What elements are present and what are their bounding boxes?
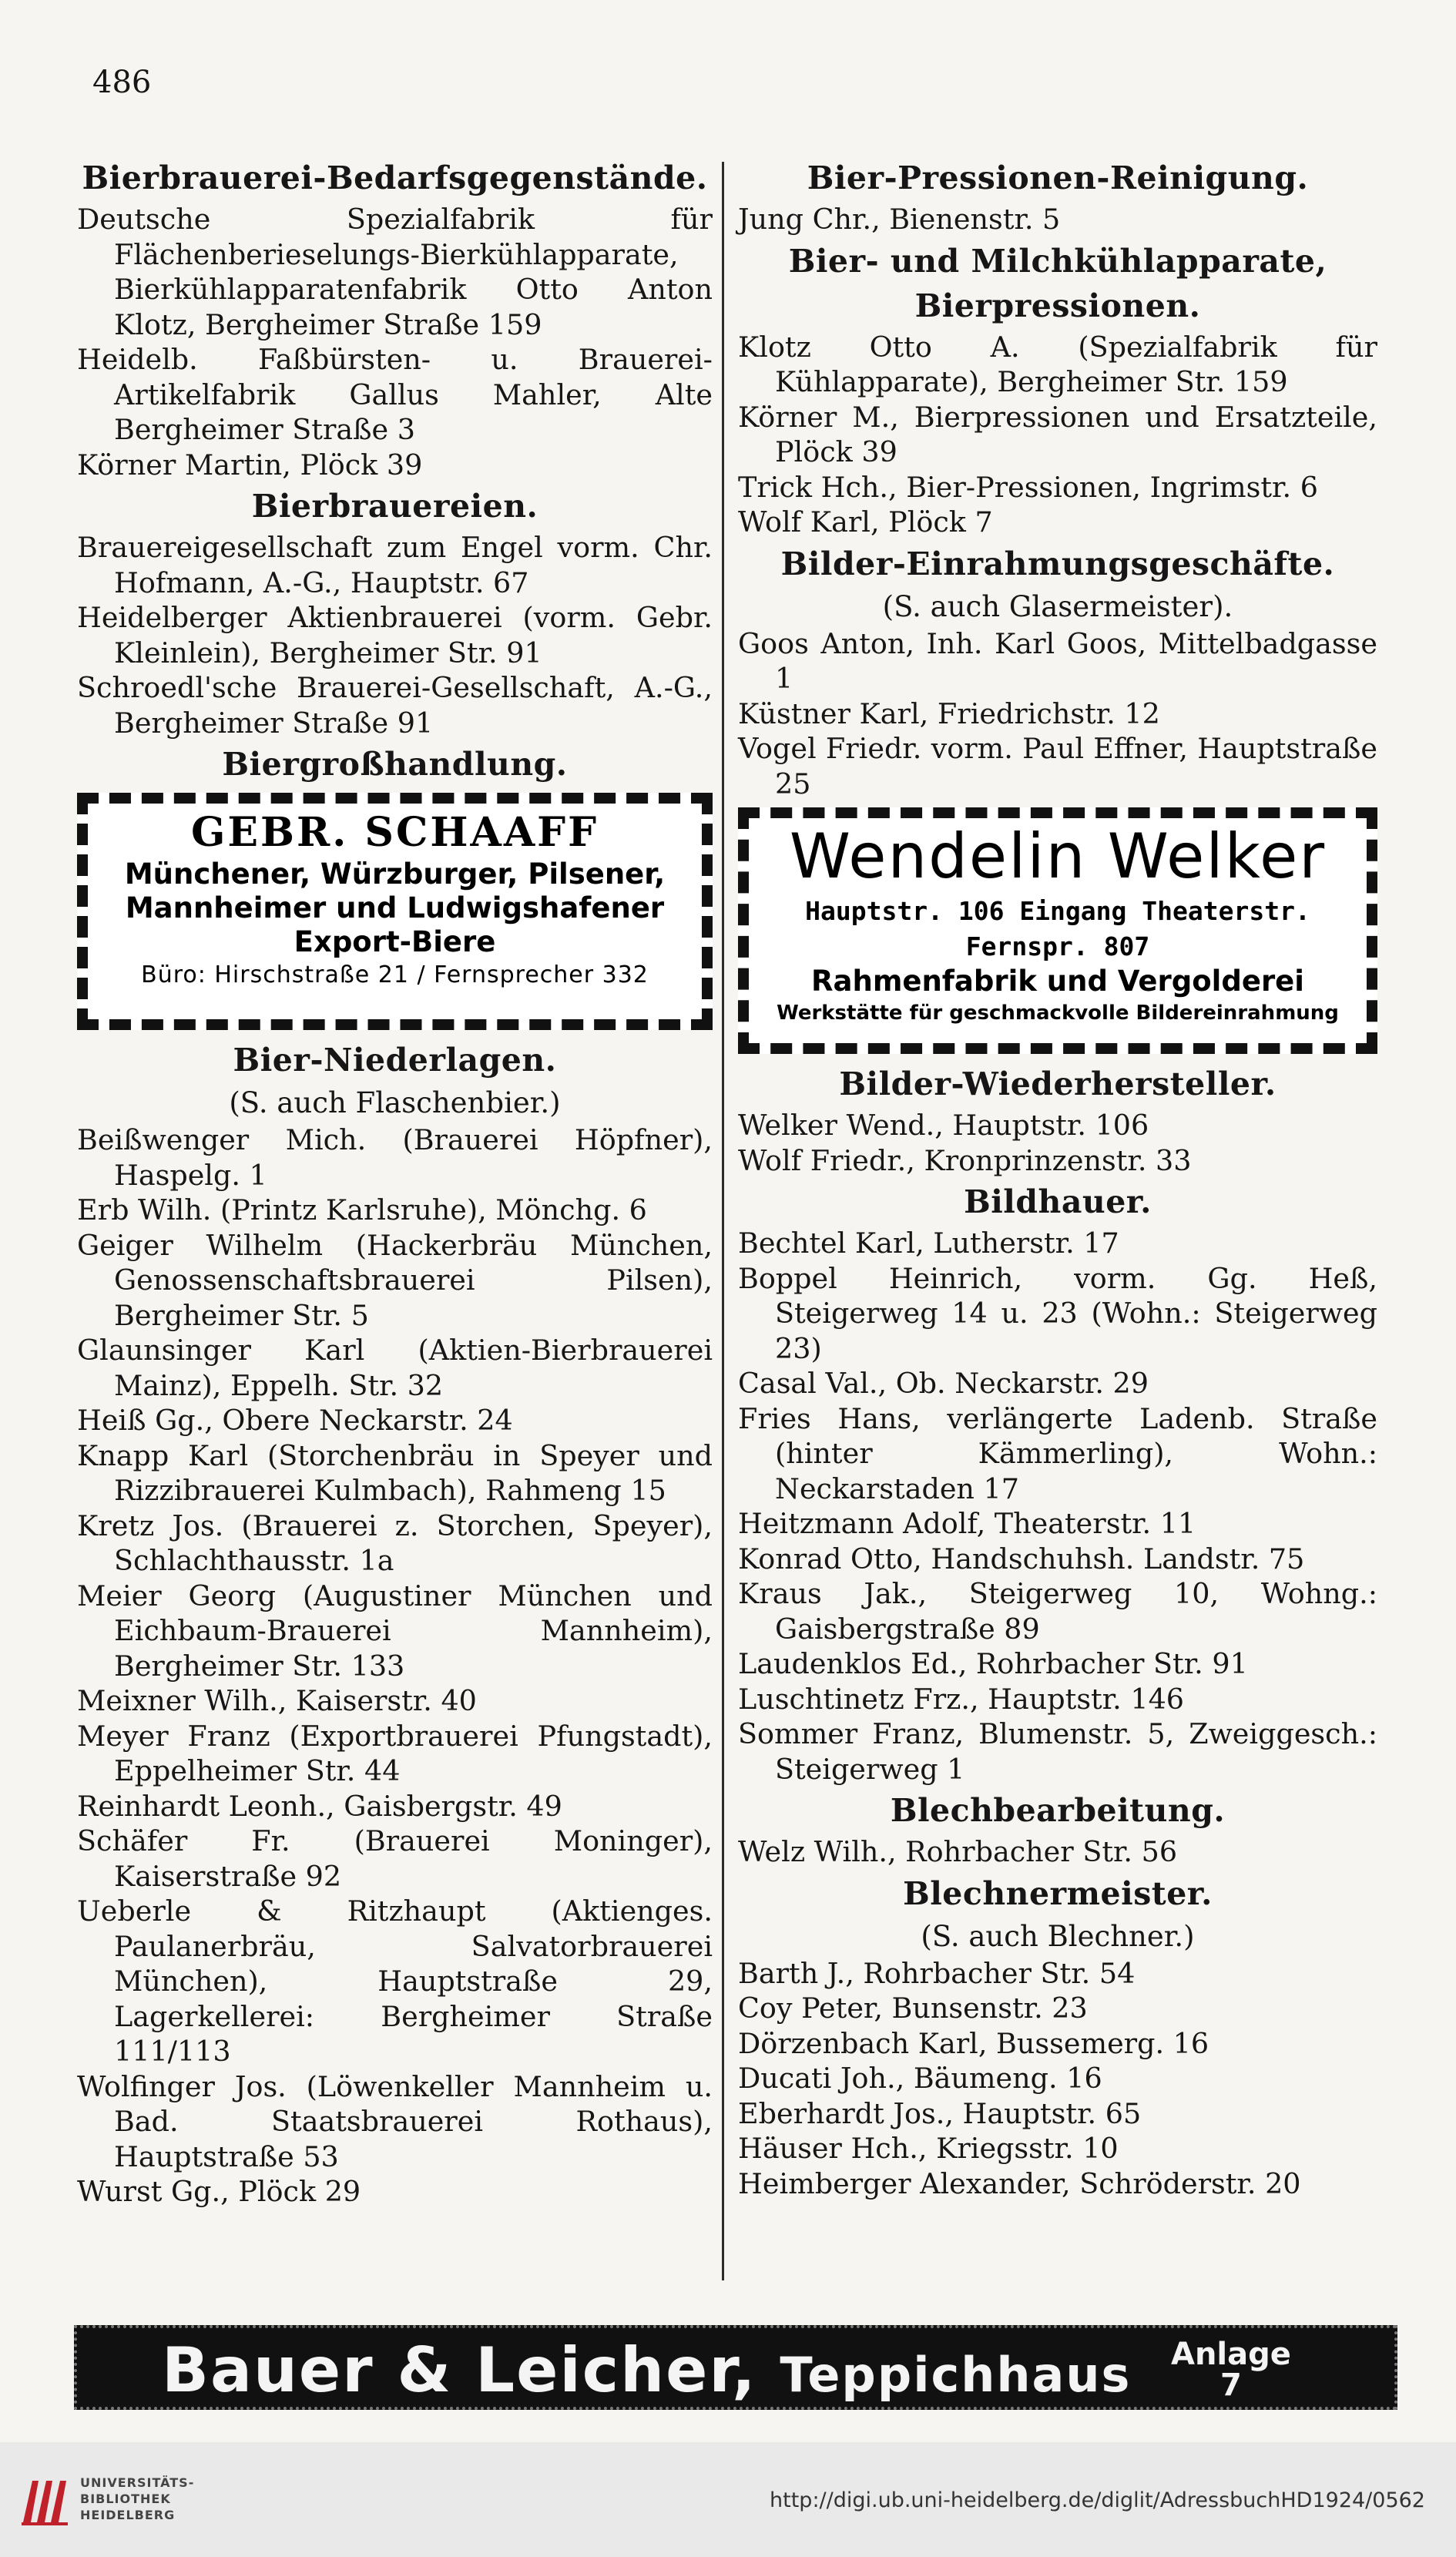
directory-entry: Coy Peter, Bunsenstr. 23 — [738, 1992, 1088, 2025]
directory-entry: Meyer Franz (Exportbrauerei Pfungstadt), Eppelheimer Str. 44 — [77, 1719, 713, 1787]
section-title: Bildhauer. — [964, 1183, 1152, 1220]
directory-entry: Barth J., Rohrbacher Str. 54 — [738, 1956, 1136, 1990]
directory-entry: Welz Wilh., Rohrbacher Str. 56 — [738, 1835, 1178, 1868]
directory-entry: Wolf Karl, Plöck 7 — [738, 505, 993, 539]
section-note: (S. auch Flaschenbier.) — [229, 1086, 561, 1119]
directory-entry: Welker Wend., Hauptstr. 106 — [738, 1109, 1149, 1142]
section-title: Bier-Pressionen-Reinigung. — [807, 159, 1309, 196]
directory-entry: Boppel Heinrich, vorm. Gg. Heß, Steigerweg 14 u. 23 (Wohn.: Steigerweg 23) — [738, 1261, 1377, 1365]
ad-company-name: Wendelin Welker — [789, 820, 1327, 892]
section-note: (S. auch Glasermeister). — [882, 589, 1233, 623]
ad-address: Hauptstr. 106 Eingang Theaterstr. Fernspr. 807 — [805, 896, 1310, 961]
directory-entry: Meier Georg (Augustiner München und Eichbaum-Brauerei Mannheim), Bergheimer Str. 133 — [77, 1579, 713, 1683]
section-title: Bilder-Wiederhersteller. — [839, 1065, 1277, 1102]
section-title: Biergroßhandlung. — [222, 746, 568, 783]
directory-entry: Meixner Wilh., Kaiserstr. 40 — [77, 1684, 477, 1717]
directory-entry: Ueberle & Ritzhaupt (Aktienges. Paulanerbräu, Salvatorbrauerei München), Hauptstraße 29, Lagerkellerei: Bergheimer Straße 111/113 — [77, 1894, 713, 2068]
directory-entry: Kraus Jak., Steigerweg 10, Wohng.: Gaisbergstraße 89 — [738, 1577, 1377, 1646]
directory-entry: Schäfer Fr. (Brauerei Moninger), Kaiserstraße 92 — [77, 1824, 713, 1893]
section-title: Bierbrauereien. — [251, 488, 538, 525]
banner-address — [1171, 2339, 1291, 2401]
section-title: Blechbearbeitung. — [890, 1792, 1226, 1829]
entry-list — [738, 202, 1377, 237]
entry-list — [738, 1108, 1377, 1178]
banner-text — [162, 2334, 1131, 2406]
directory-entry: Knapp Karl (Storchenbräu in Speyer und Rizzibrauerei Kulmbach), Rahmeng 15 — [77, 1438, 713, 1507]
section-title: Bier- und Milchkühlapparate, Bierpressionen. — [788, 242, 1327, 324]
entry-list — [77, 1122, 713, 2210]
ad-contact: Büro: Hirschstraße 21 / Fernsprecher 332 — [141, 961, 649, 988]
ad-line: Mannheimer und Ludwigshafener — [125, 891, 665, 924]
directory-entry: Häuser Hch., Kriegsstr. 10 — [738, 2132, 1119, 2165]
library-name-line: HEIDELBERG — [80, 2508, 176, 2522]
directory-entry: Sommer Franz, Blumenstr. 5, Zweiggesch.: Steigerweg 1 — [738, 1717, 1377, 1786]
directory-entry: Konrad Otto, Handschuhsh. Landstr. 75 — [738, 1542, 1305, 1575]
directory-entry: Körner Martin, Plöck 39 — [77, 448, 423, 482]
ad-line: Rahmenfabrik und Vergolderei — [811, 965, 1304, 998]
section-note: (S. auch Blechner.) — [921, 1919, 1195, 1953]
column-divider — [722, 162, 724, 2280]
section-title: Bilder-Einrahmungsgeschäfte. — [780, 545, 1335, 582]
library-name-line: BIBLIOTHEK — [80, 2492, 171, 2506]
directory-entry: Trick Hch., Bier-Pressionen, Ingrimstr. 6 — [738, 470, 1318, 504]
directory-entry: Goos Anton, Inh. Karl Goos, Mittelbadgasse 1 — [738, 626, 1377, 695]
directory-entry: Eberhardt Jos., Hauptstr. 65 — [738, 2096, 1142, 2130]
directory-entry: Heidelberger Aktienbrauerei (vorm. Gebr. Kleinlein), Bergheimer Str. 91 — [77, 601, 713, 669]
banner-business: Teppichhaus — [780, 2347, 1132, 2403]
university-library-logo-icon — [17, 2473, 71, 2528]
directory-entry: Ducati Joh., Bäumeng. 16 — [738, 2062, 1102, 2095]
directory-entry: Heimberger Alexander, Schröderstr. 20 — [738, 2166, 1301, 2200]
library-footer — [0, 2442, 1456, 2557]
directory-entry: Reinhardt Leonh., Gaisbergstr. 49 — [77, 1789, 562, 1823]
ad-line: Werkstätte für geschmackvolle Bildereinrahmung — [777, 1002, 1339, 1025]
advertisement-welker — [738, 807, 1377, 1054]
ad-line: Münchener, Würzburger, Pilsener, — [124, 857, 666, 891]
directory-entry: Brauereigesellschaft zum Engel vorm. Chr. Hofmann, A.-G., Hauptstr. 67 — [77, 531, 713, 599]
directory-entry: Laudenklos Ed., Rohrbacher Str. 91 — [738, 1647, 1248, 1680]
directory-entry: Dörzenbach Karl, Bussemerg. 16 — [738, 2026, 1209, 2060]
banner-house-number: 7 — [1220, 2367, 1242, 2403]
directory-entry: Luschtinetz Frz., Hauptstr. 146 — [738, 1682, 1185, 1716]
section-title: Blechnermeister. — [903, 1874, 1213, 1912]
banner-advertisement — [74, 2325, 1397, 2410]
entry-list — [738, 1226, 1377, 1787]
directory-entry: Schroedl'sche Brauerei-Gesellschaft, A.-G., Bergheimer Straße 91 — [77, 671, 713, 740]
banner-company: Bauer & Leicher, — [162, 2334, 757, 2406]
ad-company-name: GEBR. SCHAAFF — [190, 809, 599, 856]
directory-entry: Heiß Gg., Obere Neckarstr. 24 — [77, 1404, 513, 1437]
directory-entry: Casal Val., Ob. Neckarstr. 29 — [738, 1367, 1149, 1400]
directory-entry: Vogel Friedr. vorm. Paul Effner, Hauptstraße 25 — [738, 732, 1377, 800]
directory-entry: Erb Wilh. (Printz Karlsruhe), Mönchg. 6 — [77, 1193, 647, 1226]
directory-entry: Wolf Friedr., Kronprinzenstr. 33 — [738, 1143, 1192, 1177]
directory-entry: Wurst Gg., Plöck 29 — [77, 2175, 361, 2208]
directory-entry: Körner M., Bierpressionen und Ersatzteile, Plöck 39 — [738, 400, 1377, 468]
directory-entry: Jung Chr., Bienenstr. 5 — [738, 203, 1061, 236]
page-number: 486 — [92, 65, 152, 100]
directory-entry: Fries Hans, verlängerte Ladenb. Straße (hinter Kämmerling), Wohn.: Neckarstaden 17 — [738, 1401, 1377, 1505]
directory-entry: Küstner Karl, Friedrichstr. 12 — [738, 696, 1160, 730]
directory-entry: Kretz Jos. (Brauerei z. Storchen, Speyer), Schlachthausstr. 1a — [77, 1508, 713, 1577]
section-title: Bier-Niederlagen. — [233, 1042, 557, 1079]
directory-entry: Heidelb. Faßbürsten- u. Brauerei-Artikelfabrik Gallus Mahler, Alte Bergheimer Straße 3 — [77, 343, 713, 446]
directory-entry: Heitzmann Adolf, Theaterstr. 11 — [738, 1507, 1196, 1540]
entry-list — [77, 530, 713, 740]
library-name-line: UNIVERSITÄTS- — [80, 2475, 195, 2490]
directory-entry: Geiger Wilhelm (Hackerbräu München, Genossenschaftsbrauerei Pilsen), Bergheimer Str. 5 — [77, 1228, 713, 1332]
entry-list — [738, 1834, 1377, 1870]
section-title: Bierbrauerei-Bedarfsgegenstände. — [82, 159, 708, 196]
entry-list — [738, 330, 1377, 540]
digital-library-link[interactable]: http://digi.ub.uni-heidelberg.de/diglit/AdressbuchHD1924/0562 — [770, 2488, 1425, 2512]
directory-entry: Beißwenger Mich. (Brauerei Höpfner), Haspelg. 1 — [77, 1123, 713, 1192]
library-name — [80, 2475, 194, 2523]
directory-entry: Glaunsinger Karl (Aktien-Bierbrauerei Mainz), Eppelh. Str. 32 — [77, 1334, 713, 1402]
right-column — [738, 154, 1377, 2201]
entry-list — [738, 1956, 1377, 2202]
directory-entry: Bechtel Karl, Lutherstr. 17 — [738, 1226, 1119, 1260]
banner-street: Anlage — [1171, 2337, 1291, 2372]
directory-entry: Deutsche Spezialfabrik für Flächenberieselungs-Bierkühlapparate, Bierkühlapparatenfabrik Otto Anton Klotz, Bergheimer Straße 159 — [77, 203, 713, 341]
entry-list — [77, 202, 713, 482]
left-column — [77, 154, 713, 2210]
entry-list — [738, 626, 1377, 802]
ad-line: Export-Biere — [294, 925, 496, 958]
directory-entry: Klotz Otto A. (Spezialfabrik für Kühlapparate), Bergheimer Str. 159 — [738, 330, 1377, 398]
advertisement-schaaff — [77, 793, 713, 1030]
directory-entry: Wolfinger Jos. (Löwenkeller Mannheim u. Bad. Staatsbrauerei Rothaus), Hauptstraße 53 — [77, 2069, 713, 2173]
